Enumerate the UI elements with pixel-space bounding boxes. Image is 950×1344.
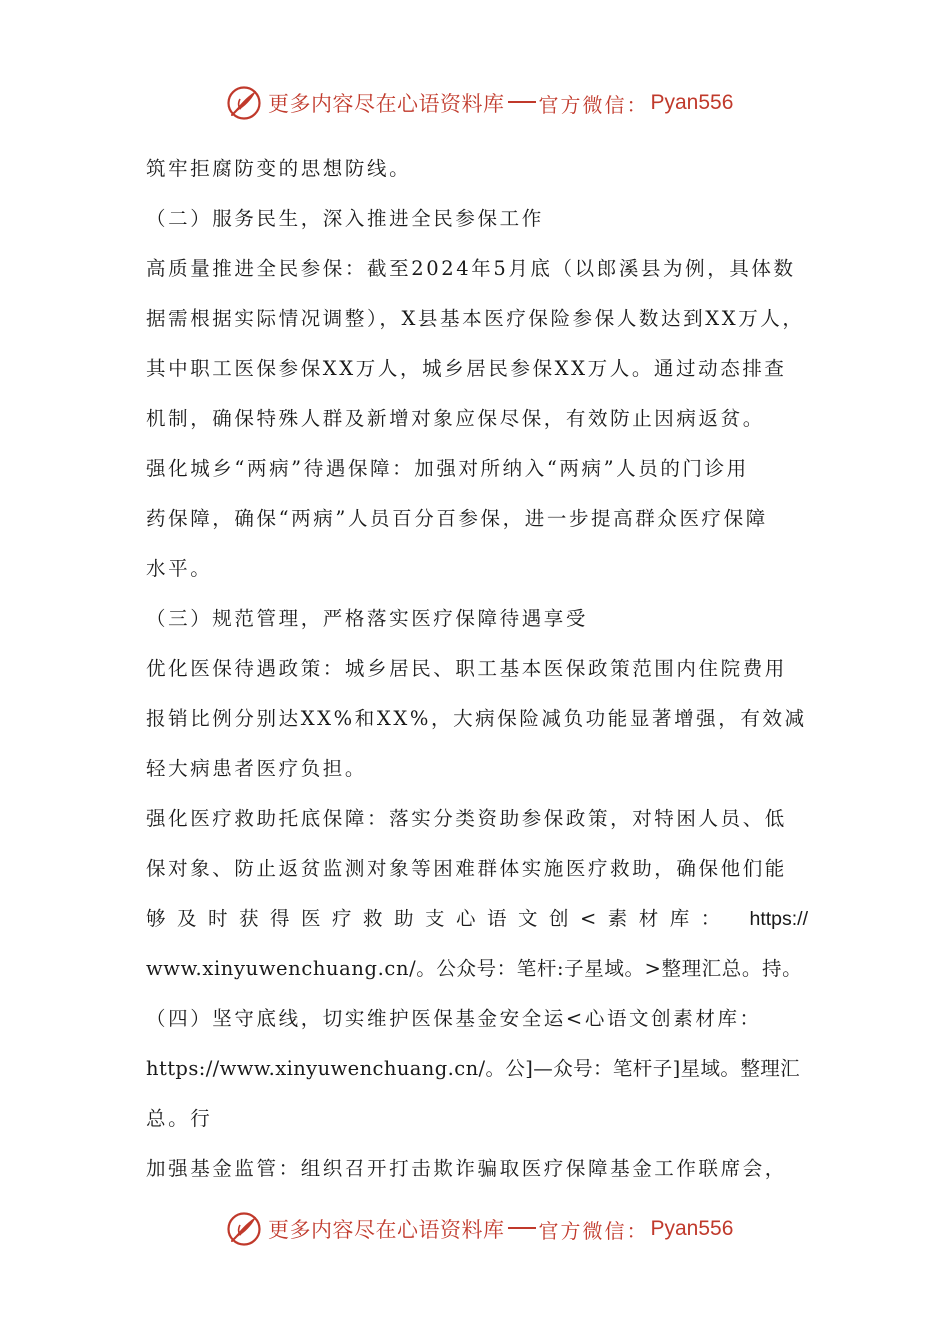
banner-dash xyxy=(508,101,536,103)
footer-banner xyxy=(226,1209,733,1249)
banner-title: 更多内容尽在心语资料库 xyxy=(268,1218,505,1242)
banner-wechat-id: Pyan556 xyxy=(650,91,734,114)
text-line: 保对象、防止返贫监测对象等困难群体实施医疗救助，确保他们能 xyxy=(146,857,787,880)
quill-logo-icon xyxy=(226,1211,262,1247)
text-line: 轻大病患者医疗负担。 xyxy=(146,757,368,780)
text-line: 强化城乡“两病”待遇保障：加强对所纳入“两病”人员的门诊用 xyxy=(146,457,749,480)
text-line: 据需根据实际情况调整），X县基本医疗保险参保人数达到XX万人， xyxy=(146,307,805,330)
banner-dash xyxy=(508,1227,536,1229)
text-line: 机制，确保特殊人群及新增对象应保尽保，有效防止因病返贫。 xyxy=(146,407,765,430)
document-body xyxy=(146,144,808,1194)
text-line: 药保障，确保“两病”人员百分百参保，进一步提高群众医疗保障 xyxy=(146,507,768,530)
text-line: 其中职工医保参保XX万人，城乡居民参保XX万人。通过动态排查 xyxy=(146,357,787,380)
text-line: 优化医保待遇政策：城乡居民、职工基本医保政策范围内住院费用 xyxy=(146,657,787,680)
quill-logo-icon xyxy=(226,85,262,121)
text-line: 筑牢拒腐防变的思想防线。 xyxy=(146,157,412,180)
section-heading: （三）规范管理，严格落实医疗保障待遇享受 xyxy=(146,607,589,630)
text-line: 加强基金监管：组织召开打击欺诈骗取医疗保障基金工作联席会， xyxy=(146,1157,787,1180)
text-line: 报销比例分别达XX%和XX%，大病保险减负功能显著增强，有效减 xyxy=(146,707,807,730)
banner-wechat-label: 官方微信： xyxy=(538,1218,649,1243)
text-line: 强化医疗救助托底保障：落实分类资助参保政策，对特困人员、低 xyxy=(146,807,787,830)
text-line: www.xinyuwenchuang.cn/。公众号：笔杆:子星域。>整理汇总。持。 xyxy=(146,957,803,980)
banner-title: 更多内容尽在心语资料库 xyxy=(268,92,505,116)
text-line: 高质量推进全民参保：截至2024年5月底（以郎溪县为例，具体数 xyxy=(146,257,796,280)
text-line: https://www.xinyuwenchuang.cn/。公]—众号：笔杆子]星域。整理汇 xyxy=(146,1057,801,1080)
url-fragment: https:// xyxy=(749,908,808,930)
header-banner xyxy=(226,83,733,123)
section-heading: （四）坚守底线，切实维护医保基金安全运<心语文创素材库： xyxy=(146,1007,762,1030)
text-line xyxy=(146,894,808,944)
banner-wechat-id: Pyan556 xyxy=(650,1217,734,1240)
text-segment: 够及时获得医疗救助支心语文创<素材库： xyxy=(146,907,732,930)
banner-wechat-label: 官方微信： xyxy=(538,92,649,117)
text-line: 水平。 xyxy=(146,557,213,580)
section-heading: （二）服务民生，深入推进全民参保工作 xyxy=(146,207,544,230)
text-line: 总。行 xyxy=(146,1107,213,1130)
